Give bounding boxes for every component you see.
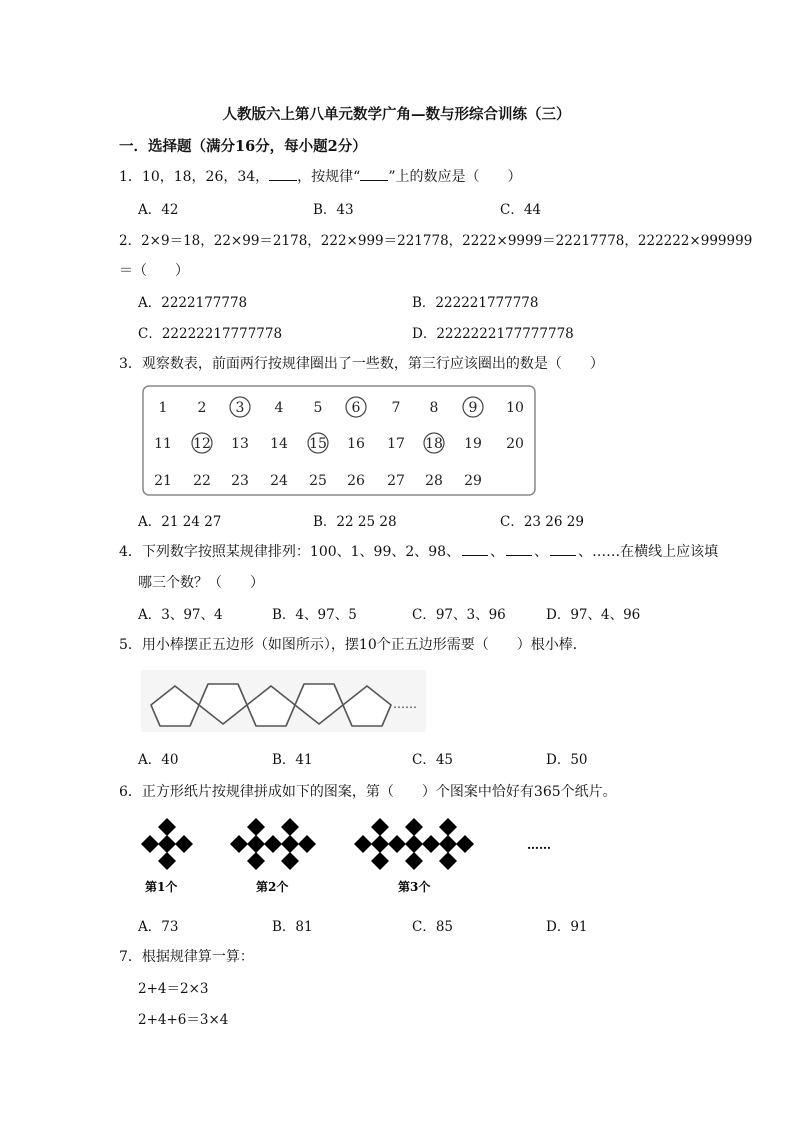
- table-number: 20: [506, 436, 524, 452]
- pattern-2-label: 第2个: [256, 880, 289, 894]
- table-number: 9: [468, 400, 478, 416]
- table-number: 14: [270, 436, 288, 452]
- q5-option-d: D．50: [546, 752, 588, 768]
- table-number: 26: [347, 473, 365, 489]
- q4-blank-3: [550, 543, 576, 556]
- table-number: 8: [429, 400, 439, 416]
- table-number: 3: [235, 400, 245, 416]
- q4-option-a: A．3、97、4: [138, 607, 223, 623]
- q1-option-c: C．44: [500, 202, 542, 218]
- table-number: 11: [154, 436, 172, 452]
- pattern-3: [354, 818, 474, 870]
- table-number: 2: [197, 400, 207, 416]
- table-number: 1: [158, 400, 168, 416]
- q5-option-b: B．41: [272, 752, 313, 768]
- question-2-line2: ＝（ ）: [119, 263, 189, 279]
- table-number: 22: [193, 473, 211, 489]
- number-table: [142, 385, 537, 497]
- table-number: 5: [313, 400, 323, 416]
- q1-text-post: ”上的数应是（ ）: [388, 169, 522, 185]
- section-heading: 一．选择题（满分16分，每小题2分）: [119, 138, 367, 155]
- q3-option-b: B．22 25 28: [313, 514, 397, 530]
- table-number: 25: [309, 473, 327, 489]
- q1-option-b: B．43: [313, 202, 354, 218]
- q1-blank: [269, 168, 297, 181]
- table-number: 28: [425, 473, 443, 489]
- pattern-1-label: 第1个: [145, 880, 178, 894]
- q4-option-d: D．97、4、96: [546, 607, 641, 623]
- table-number: 15: [309, 436, 327, 452]
- q3-option-a: A．21 24 27: [138, 514, 222, 530]
- pattern-3-label: 第3个: [398, 880, 431, 894]
- table-number: 29: [464, 473, 482, 489]
- table-number: 21: [154, 473, 172, 489]
- q1-text-pre: 1．10，18，26，34，: [119, 169, 270, 185]
- q6-option-d: D．91: [546, 919, 588, 935]
- q7-line-2: 2+4+6＝3×4: [138, 1012, 229, 1028]
- q4-option-b: B．4、97、5: [272, 607, 357, 623]
- table-number: 17: [387, 436, 405, 452]
- question-5: 5．用小棒摆正五边形（如图所示），摆10个正五边形需要（ ）根小棒．: [119, 637, 587, 653]
- page-title: 人教版六上第八单元数学广角—数与形综合训练（三）: [222, 106, 571, 123]
- q1-option-a: A．42: [138, 202, 179, 218]
- pentagon-dots: ……: [393, 697, 417, 711]
- table-number: 19: [464, 436, 482, 452]
- table-number: 27: [387, 473, 405, 489]
- question-3: 3．观察数表，前面两行按规律圈出了一些数，第三行应该圈出的数是（ ）: [119, 356, 604, 372]
- q2-option-c: C．22222217777778: [138, 326, 283, 342]
- pattern-2: [230, 818, 316, 870]
- q6-option-b: B．81: [272, 919, 313, 935]
- q2-option-a: A．2222177778: [138, 295, 248, 311]
- q3-option-c: C．23 26 29: [500, 514, 584, 530]
- table-number: 7: [391, 400, 401, 416]
- q2-option-d: D．2222222177777778: [412, 326, 574, 342]
- table-number: 13: [231, 436, 249, 452]
- squares-dots: ……: [527, 838, 551, 852]
- q1-text-mid: ，按规律“: [297, 169, 361, 185]
- q4-text-pre: 4．下列数字按照某规律排列：100、1、99、2、98、: [119, 544, 461, 560]
- q2-option-b: B．222221777778: [412, 295, 539, 311]
- squares-figure: [130, 812, 570, 902]
- question-1: [119, 166, 522, 186]
- q4-blank-2: [506, 543, 532, 556]
- table-number: 12: [193, 436, 211, 452]
- question-2: 2．2×9＝18，22×99＝2178，222×999＝221778，2222×9999＝22217778，222222×999999: [119, 233, 753, 249]
- q5-option-c: C．45: [412, 752, 454, 768]
- pattern-1: [141, 818, 193, 870]
- table-number: 18: [425, 436, 443, 452]
- q7-line-1: 2+4＝2×3: [138, 981, 209, 997]
- q6-option-c: C．85: [412, 919, 454, 935]
- table-number: 16: [347, 436, 365, 452]
- table-number: 4: [274, 400, 284, 416]
- table-number: 6: [351, 400, 361, 416]
- q1-blank-ref: [360, 168, 388, 181]
- question-4: 4．下列数字按照某规律排列：100、1、99、2、98、 、 、 、……在横线上应该填: [119, 544, 719, 560]
- q4-blank-1: [462, 543, 488, 556]
- table-number: 23: [231, 473, 249, 489]
- pentagon-figure: [141, 670, 426, 732]
- q4-text-post: ……在横线上应该填: [592, 544, 719, 560]
- table-number: 10: [506, 400, 524, 416]
- table-number: 24: [270, 473, 288, 489]
- q6-option-a: A．73: [138, 919, 179, 935]
- question-7: 7．根据规律算一算：: [119, 949, 254, 965]
- question-6: 6．正方形纸片按规律拼成如下的图案，第（ ）个图案中恰好有365个纸片。: [119, 784, 617, 800]
- q4-option-c: C．97、3、96: [412, 607, 506, 623]
- question-4-line2: 哪三个数？（ ）: [138, 575, 264, 591]
- q5-option-a: A．40: [138, 752, 179, 768]
